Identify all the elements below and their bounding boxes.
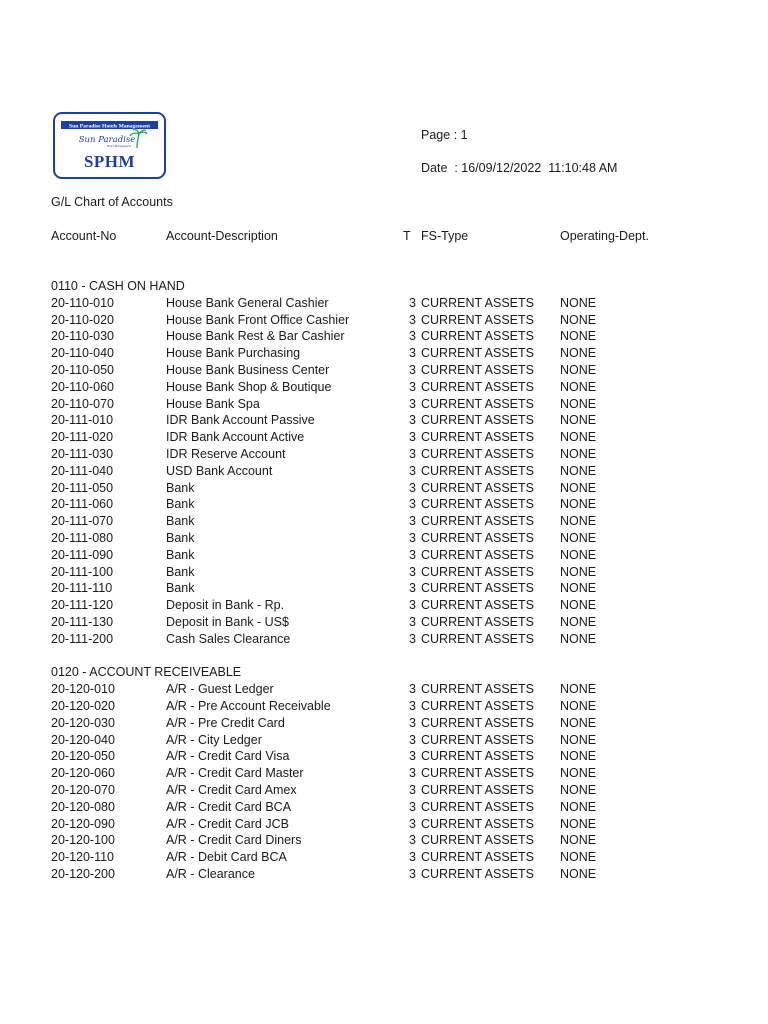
fs-type: CURRENT ASSETS (421, 564, 534, 579)
operating-dept: NONE (560, 564, 597, 579)
operating-dept: NONE (560, 615, 597, 629)
fs-type: CURRENT ASSETS (421, 329, 534, 344)
operating-dept: NONE (560, 430, 597, 445)
account-description: Cash Sales Clearance (166, 631, 291, 646)
account-description: Bank (166, 514, 195, 529)
account-description: A/R - Credit Card Amex (166, 783, 297, 797)
account-row (0, 329, 768, 345)
account-number: 20-111-200 (51, 631, 114, 646)
fs-type: CURRENT ASSETS (421, 598, 534, 613)
fs-type: CURRENT ASSETS (421, 430, 534, 445)
fs-type: CURRENT ASSETS (421, 514, 534, 529)
svg-text:Hotel Management: Hotel Management (106, 144, 132, 148)
account-row (0, 632, 768, 648)
account-number: 20-110-040 (51, 346, 115, 361)
operating-dept: NONE (560, 396, 597, 411)
fs-type: CURRENT ASSETS (421, 379, 534, 394)
account-row (0, 548, 768, 564)
account-row (0, 397, 768, 413)
section-title: 0120 - ACCOUNT RECEIVEABLE (51, 665, 242, 680)
fs-type: CURRENT ASSETS (421, 363, 534, 377)
account-type-code: 3 (409, 363, 416, 377)
account-type-code: 3 (409, 682, 416, 697)
operating-dept: NONE (560, 413, 597, 428)
operating-dept: NONE (560, 850, 597, 865)
column-header-account-no: Account-No (51, 229, 117, 243)
account-type-code: 3 (409, 631, 416, 646)
account-row (0, 733, 768, 749)
account-description: A/R - Pre Account Receivable (166, 699, 331, 713)
operating-dept: NONE (560, 816, 597, 831)
account-type-code: 3 (409, 867, 416, 881)
fs-type: CURRENT ASSETS (421, 682, 534, 697)
account-row (0, 598, 768, 614)
fs-type: CURRENT ASSETS (421, 396, 534, 411)
operating-dept: NONE (560, 329, 597, 344)
account-number: 20-120-110 (51, 850, 115, 865)
account-row (0, 514, 768, 530)
account-description: Deposit in Bank - US$ (166, 615, 289, 629)
operating-dept: NONE (560, 699, 597, 713)
account-row (0, 581, 768, 597)
fs-type: CURRENT ASSETS (421, 816, 534, 831)
fs-type: CURRENT ASSETS (421, 732, 534, 747)
fs-type: CURRENT ASSETS (421, 715, 534, 730)
account-row (0, 783, 768, 799)
fs-type: CURRENT ASSETS (421, 447, 534, 461)
svg-text:Sun Paradise: Sun Paradise (78, 135, 136, 145)
account-description: A/R - Clearance (166, 867, 255, 881)
section-title: 0110 - CASH ON HAND (51, 279, 185, 293)
account-number: 20-111-060 (51, 497, 114, 512)
operating-dept: NONE (560, 749, 597, 764)
fs-type: CURRENT ASSETS (421, 699, 534, 713)
account-description: IDR Bank Account Passive (166, 413, 315, 428)
fs-type: CURRENT ASSETS (421, 783, 534, 797)
account-type-code: 3 (409, 816, 416, 831)
operating-dept: NONE (560, 497, 597, 512)
page-number (421, 128, 468, 142)
account-number: 20-111-120 (51, 598, 114, 613)
operating-dept: NONE (560, 598, 597, 613)
account-type-code: 3 (409, 799, 416, 814)
account-type-code: 3 (409, 379, 416, 394)
date-value: : 16/09/12/2022 11:10:48 AM (454, 161, 618, 175)
account-number: 20-111-010 (51, 413, 114, 428)
operating-dept: NONE (560, 531, 597, 545)
account-row (0, 682, 768, 698)
operating-dept: NONE (560, 295, 597, 310)
account-type-code: 3 (409, 312, 416, 327)
account-description: IDR Bank Account Active (166, 430, 305, 445)
sphm-logo-icon (55, 114, 164, 177)
account-row (0, 615, 768, 631)
account-type-code: 3 (409, 833, 416, 848)
fs-type: CURRENT ASSETS (421, 295, 534, 310)
account-number: 20-110-050 (51, 363, 115, 377)
account-description: IDR Reserve Account (166, 447, 286, 461)
account-type-code: 3 (409, 329, 416, 344)
account-row (0, 497, 768, 513)
column-header-t: T (403, 229, 411, 243)
operating-dept: NONE (560, 631, 597, 646)
account-description: Deposit in Bank - Rp. (166, 598, 285, 613)
account-type-code: 3 (409, 295, 416, 310)
account-row (0, 850, 768, 866)
account-description: Bank (166, 564, 195, 579)
account-number: 20-120-200 (51, 867, 115, 881)
account-number: 20-111-040 (51, 463, 114, 478)
account-description: House Bank General Cashier (166, 295, 329, 310)
operating-dept: NONE (560, 480, 597, 495)
fs-type: CURRENT ASSETS (421, 531, 534, 545)
account-row (0, 699, 768, 715)
operating-dept: NONE (560, 447, 597, 461)
operating-dept: NONE (560, 463, 597, 478)
account-type-code: 3 (409, 396, 416, 411)
account-type-code: 3 (409, 581, 416, 596)
account-number: 20-120-030 (51, 715, 115, 730)
fs-type: CURRENT ASSETS (421, 497, 534, 512)
account-number: 20-120-050 (51, 749, 115, 764)
account-row (0, 447, 768, 463)
account-type-code: 3 (409, 480, 416, 495)
account-number: 20-111-100 (51, 564, 114, 579)
account-number: 20-111-090 (51, 547, 114, 562)
account-description: Bank (166, 480, 195, 495)
account-type-code: 3 (409, 346, 416, 361)
account-number: 20-120-070 (51, 783, 115, 797)
date-label: Date (421, 161, 448, 175)
operating-dept: NONE (560, 783, 597, 797)
column-header-operating-dept: Operating-Dept. (560, 229, 649, 243)
account-description: USD Bank Account (166, 463, 273, 478)
account-description: A/R - Pre Credit Card (166, 715, 285, 730)
account-number: 20-110-020 (51, 312, 115, 327)
account-row (0, 363, 768, 379)
operating-dept: NONE (560, 715, 597, 730)
operating-dept: NONE (560, 732, 597, 747)
account-type-code: 3 (409, 598, 416, 613)
svg-text:SPHM: SPHM (83, 152, 136, 171)
operating-dept: NONE (560, 682, 597, 697)
svg-text:Sun Paradise Hotels Management: Sun Paradise Hotels Management (69, 123, 150, 130)
report-date (421, 161, 617, 175)
account-row (0, 716, 768, 732)
account-row (0, 464, 768, 480)
operating-dept: NONE (560, 363, 597, 377)
account-row (0, 867, 768, 883)
account-type-code: 3 (409, 732, 416, 747)
fs-type: CURRENT ASSETS (421, 413, 534, 428)
account-description: A/R - Credit Card JCB (166, 816, 289, 831)
account-row (0, 833, 768, 849)
account-description: Bank (166, 497, 195, 512)
fs-type: CURRENT ASSETS (421, 766, 534, 781)
account-type-code: 3 (409, 497, 416, 512)
account-description: House Bank Spa (166, 396, 260, 411)
account-description: A/R - Credit Card Visa (166, 749, 290, 764)
account-row (0, 380, 768, 396)
operating-dept: NONE (560, 346, 597, 361)
account-description: House Bank Front Office Cashier (166, 312, 350, 327)
account-number: 20-110-030 (51, 329, 115, 344)
account-number: 20-111-020 (51, 430, 114, 445)
account-description: A/R - City Ledger (166, 732, 262, 747)
fs-type: CURRENT ASSETS (421, 581, 534, 596)
account-row (0, 531, 768, 547)
fs-type: CURRENT ASSETS (421, 833, 534, 848)
account-type-code: 3 (409, 463, 416, 478)
account-number: 20-111-070 (51, 514, 114, 529)
page-value: : 1 (453, 128, 468, 142)
account-number: 20-120-060 (51, 766, 115, 781)
report-title: G/L Chart of Accounts (51, 195, 173, 209)
account-number: 20-120-100 (51, 833, 115, 848)
operating-dept: NONE (560, 547, 597, 562)
account-description: House Bank Purchasing (166, 346, 301, 361)
fs-type: CURRENT ASSETS (421, 850, 534, 865)
fs-type: CURRENT ASSETS (421, 547, 534, 562)
account-description: A/R - Credit Card Master (166, 766, 304, 781)
operating-dept: NONE (560, 379, 597, 394)
account-type-code: 3 (409, 850, 416, 865)
operating-dept: NONE (560, 867, 597, 881)
account-description: Bank (166, 531, 195, 545)
account-row (0, 413, 768, 429)
account-description: A/R - Credit Card BCA (166, 799, 292, 814)
column-header-description: Account-Description (166, 229, 278, 243)
account-row (0, 430, 768, 446)
account-type-code: 3 (409, 531, 416, 545)
account-type-code: 3 (409, 564, 416, 579)
account-type-code: 3 (409, 783, 416, 797)
operating-dept: NONE (560, 312, 597, 327)
fs-type: CURRENT ASSETS (421, 346, 534, 361)
fs-type: CURRENT ASSETS (421, 615, 534, 629)
column-header-fs-type: FS-Type (421, 229, 469, 243)
fs-type: CURRENT ASSETS (421, 631, 534, 646)
account-number: 20-111-050 (51, 480, 114, 495)
account-number: 20-110-010 (51, 295, 115, 310)
account-type-code: 3 (409, 430, 416, 445)
company-logo (53, 112, 166, 179)
account-number: 20-111-130 (51, 615, 114, 629)
account-description: House Bank Shop & Boutique (166, 379, 332, 394)
operating-dept: NONE (560, 581, 597, 596)
account-row (0, 817, 768, 833)
account-type-code: 3 (409, 514, 416, 529)
fs-type: CURRENT ASSETS (421, 867, 534, 881)
account-description: Bank (166, 581, 195, 596)
account-number: 20-110-070 (51, 396, 115, 411)
fs-type: CURRENT ASSETS (421, 463, 534, 478)
operating-dept: NONE (560, 766, 597, 781)
account-row (0, 313, 768, 329)
account-row (0, 565, 768, 581)
account-row (0, 481, 768, 497)
fs-type: CURRENT ASSETS (421, 799, 534, 814)
account-number: 20-120-040 (51, 732, 115, 747)
operating-dept: NONE (560, 514, 597, 529)
account-row (0, 346, 768, 362)
account-number: 20-120-010 (51, 682, 115, 697)
account-type-code: 3 (409, 615, 416, 629)
account-description: A/R - Guest Ledger (166, 682, 274, 697)
account-number: 20-120-020 (51, 699, 115, 713)
account-row (0, 766, 768, 782)
fs-type: CURRENT ASSETS (421, 312, 534, 327)
account-type-code: 3 (409, 413, 416, 428)
account-number: 20-111-030 (51, 447, 114, 461)
account-description: A/R - Debit Card BCA (166, 850, 287, 865)
fs-type: CURRENT ASSETS (421, 480, 534, 495)
operating-dept: NONE (560, 833, 597, 848)
page-label: Page (421, 128, 451, 142)
account-row (0, 800, 768, 816)
account-number: 20-111-110 (51, 581, 113, 596)
account-type-code: 3 (409, 447, 416, 461)
fs-type: CURRENT ASSETS (421, 749, 534, 764)
account-number: 20-120-080 (51, 799, 115, 814)
account-description: House Bank Rest & Bar Cashier (166, 329, 345, 344)
account-type-code: 3 (409, 547, 416, 562)
account-row (0, 749, 768, 765)
account-description: House Bank Business Center (166, 363, 330, 377)
account-description: Bank (166, 547, 195, 562)
account-type-code: 3 (409, 749, 416, 764)
account-type-code: 3 (409, 699, 416, 713)
account-row (0, 296, 768, 312)
account-number: 20-110-060 (51, 379, 115, 394)
operating-dept: NONE (560, 799, 597, 814)
account-number: 20-120-090 (51, 816, 115, 831)
account-description: A/R - Credit Card Diners (166, 833, 302, 848)
account-type-code: 3 (409, 715, 416, 730)
account-number: 20-111-080 (51, 531, 114, 545)
account-type-code: 3 (409, 766, 416, 781)
